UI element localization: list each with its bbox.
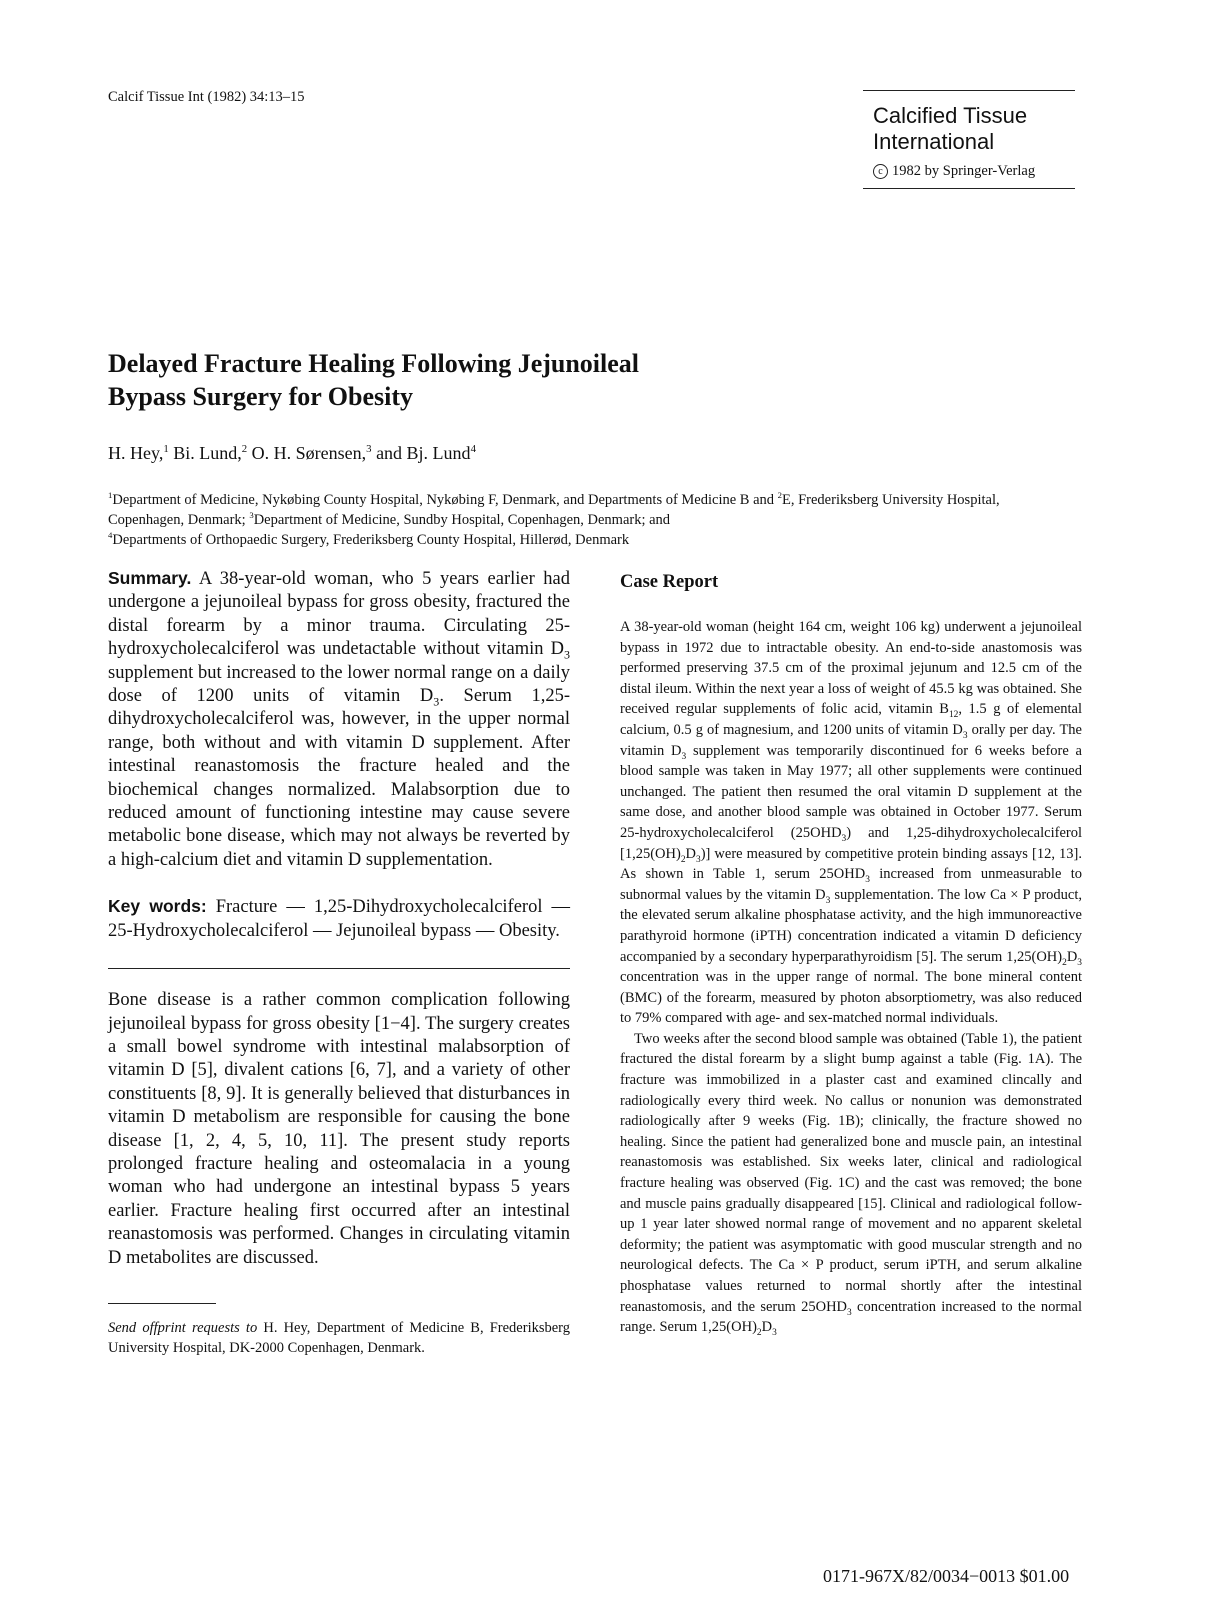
subscript: 3 <box>841 833 847 844</box>
author-affil-sup: 4 <box>470 443 476 455</box>
journal-name <box>873 103 1075 155</box>
copyright-line <box>873 163 1075 180</box>
subscript: 3 <box>825 895 831 906</box>
affiliation-text: Departments of Orthopaedic Surgery, Frederiksberg County Hospital, Hillerød, Denmark <box>112 532 630 548</box>
affiliation-text: E, Frederiksberg University Hospital, Copenhagen, Denmark; <box>108 492 1000 528</box>
text: D <box>1066 948 1078 965</box>
subscript: 3 <box>696 854 701 865</box>
subscript: 2 <box>680 854 686 865</box>
author-affil-sup: 2 <box>241 443 248 455</box>
text: Two weeks after the second blood sample was obtained (Table 1), the patient fractured the distal forearm by a slight bump against a table (Fig. 1A). The fracture was immobilized in a plaster cast and examined clincally and radiologically every third week. No callus or nonunion was demonstrated radiologically after 9 weeks (Fig. 1B); clinically, the fracture showed no healing. Since the patient had generalized bone and muscle pain, an intestinal reanastomosis was established. Six weeks later, clinical and radiological fracture healing was observed (Fig. 1C) and the cast was removed; the bone and muscle pains gradually disappeared [15]. Clinical and radiological follow-up 1 year later showed normal range of movement and no apparent skeletal deformity; the patient was asymptomatic with good muscular strength and no neurological defects. The Ca × P product, serum iPTH, and serum alkaline phosphatase values returned to normal shortly after the intestinal reanastomosis, and the serum 25OHD <box>620 1030 1082 1315</box>
masthead-bottom-rule <box>863 188 1075 189</box>
subscript: 3 <box>563 647 570 662</box>
text: orally per day. The vitamin D <box>620 721 1082 759</box>
text: concentration was in the upper range of normal. The bone mineral content (BMC) of the forearm, measured by photon absorptiometry, was also reduced to 79% compared with age- and sex-matched normal individuals. <box>620 969 1082 1027</box>
abstract-divider <box>108 968 570 969</box>
summary-label: Summary. <box>108 568 192 588</box>
subscript: 3 <box>847 1307 852 1318</box>
case-paragraph-1 <box>620 617 1082 1029</box>
introduction-paragraph: Bone disease is a rather common complication following jejunoileal bypass for gross obesity [1−4]. The surgery creates a small bowel syndrome with intestinal malabsorption of vitamin D [5], divalent cations [6, 7], and a variety of other constituents [8, 9]. It is generally believed that disturbances in vitamin D metabolism are responsible for causing the bone disease [1, 2, 4, 5, 10, 11]. The present study reports prolonged fracture healing and osteomalacia in a young woman who had undergone an intestinal bypass 5 years earlier. Fracture healing first occurred after an intestinal reanastomosis was performed. Changes in circulating vitamin D metabolites are discussed. <box>108 990 570 1268</box>
text: supplement was temporarily discontinued for 6 weeks before a blood sample was taken in May 1977; all other supplements were continued unchanged. The patient then resumed the oral vitamin D supplement at the same dose, and another blood sample was obtained in October 1977. Serum 25-hydroxycholecalciferol (25OHD <box>620 742 1082 841</box>
author: O. H. Sørensen, <box>247 443 367 463</box>
subscript: 3 <box>1077 957 1082 968</box>
case-paragraph-2 <box>620 1029 1082 1338</box>
section-heading-case-report: Case Report <box>620 572 719 592</box>
subscript: 12 <box>948 710 959 721</box>
affil-sup: 2 <box>777 490 782 501</box>
affiliation-text: Department of Medicine, Sundby Hospital, Copenhagen, Denmark; and <box>253 512 671 528</box>
offprint-footnote <box>108 1318 570 1358</box>
subscript: 2 <box>756 1328 762 1339</box>
journal-name-line1: Calcified Tissue <box>873 103 1028 128</box>
right-column <box>620 572 1082 1338</box>
text: ) and 1,25-dihydroxycholecalciferol [1,25(OH) <box>620 824 1082 862</box>
summary-text: . Serum 1,25-dihydroxycholecalciferol was, however, in the upper normal range, both without and with vitamin D supplement. After intestinal reanastomosis the fracture healed and the biochemical changes normalized. Malabsorption due to reduced amount of functioning intestine may cause severe metabolic bone disease, which may not always be reverted by a high-calcium diet and vitamin D supplementation. <box>108 686 571 870</box>
text: concentration increased to the normal range. Serum 1,25(OH) <box>620 1298 1083 1336</box>
affil-sup: 1 <box>108 490 113 501</box>
journal-citation: Calcif Tissue Int (1982) 34:13–15 <box>108 89 305 105</box>
title-line2: Bypass Surgery for Obesity <box>108 382 414 411</box>
author: and Bj. Lund <box>371 443 471 463</box>
affiliation-text: Department of Medicine, Nykøbing County Hospital, Nykøbing F, Denmark, and Departments of Medicine B and <box>112 492 778 508</box>
author-affil-sup: 1 <box>163 443 169 455</box>
copyright-icon: c <box>873 164 888 179</box>
summary-paragraph <box>108 567 570 872</box>
keywords-label: Key words: <box>108 896 207 917</box>
author-affil-sup: 3 <box>366 443 372 455</box>
text: D <box>761 1319 773 1336</box>
subscript: 2 <box>1062 957 1067 968</box>
issn-price-code: 0171-967X/82/0034−0013 $01.00 <box>823 1566 1070 1586</box>
keywords-text: Fracture — 1,25-Dihydroxycholecalciferol — 25-Hydroxycholecalciferol — Jejunoileal bypass — Obesity. <box>108 897 570 941</box>
affiliations <box>108 490 1078 550</box>
footnote-italic: Send offprint requests to <box>108 1319 258 1336</box>
affil-sup: 4 <box>108 530 113 541</box>
copyright-text: 1982 by Springer-Verlag <box>892 163 1036 179</box>
journal-name-line2: International <box>873 129 995 154</box>
subscript: 3 <box>681 751 687 762</box>
journal-masthead <box>863 90 1075 189</box>
case-report-body <box>620 617 1082 1338</box>
summary-text: supplement but increased to the lower normal range on a daily dose of 1200 units of vitamin D <box>108 662 570 707</box>
author-list <box>108 443 476 464</box>
article-title <box>108 347 808 413</box>
subscript: 3 <box>962 730 968 741</box>
keywords-paragraph <box>108 895 570 943</box>
author: Bi. Lund, <box>168 443 242 463</box>
footnote-divider <box>108 1303 216 1304</box>
subscript: 3 <box>865 875 870 886</box>
title-line1: Delayed Fracture Healing Following Jejunoileal <box>108 349 640 378</box>
text: A 38-year-old woman (height 164 cm, weight 106 kg) underwent a jejunoileal bypass in 1972 due to intractable obesity. An end-to-side anastomosis was performed preserving 37.5 cm of the proximal jejunum and 12.5 cm of the distal ileum. Within the next year a loss of weight of 45.5 kg was obtained. She received regular supplements of folic acid, vitamin B <box>620 619 1082 718</box>
masthead-top-rule <box>863 90 1075 91</box>
subscript: 3 <box>433 694 440 709</box>
left-column <box>108 567 570 1358</box>
text: , 1.5 g of elemental calcium, 0.5 g of magnesium, and 1200 units of vitamin D <box>620 701 1082 738</box>
summary-text: A 38-year-old woman, who 5 years earlier had undergone a jejunoileal bypass for gross obesity, fractured the distal forearm by a minor trauma. Circulating 25-hydroxycholecalciferol was undetactable without vitamin D <box>108 569 570 660</box>
author: H. Hey, <box>108 443 164 463</box>
text: D <box>685 845 696 862</box>
footnote-text: H. Hey, Department of Medicine B, Frederiksberg University Hospital, DK-2000 Copenhagen, Denmark. <box>108 1319 570 1356</box>
text: increased from unmeasurable to subnormal values by the vitamin D <box>620 866 1083 903</box>
subscript: 3 <box>772 1328 777 1339</box>
text: )] were measured by competitive protein binding assays [12, 13]. As shown in Table 1, serum 25OHD <box>620 845 1082 883</box>
text: supplementation. The low Ca × P product, the elevated serum alkaline phosphatase activity, and the high immunoreactive parathyroid hormone (iPTH) concentration indicated a vitamin D deficiency accompanied by a secondary hyperparathyroidism [5]. The serum 1,25(OH) <box>620 886 1082 965</box>
affil-sup: 3 <box>249 510 254 521</box>
